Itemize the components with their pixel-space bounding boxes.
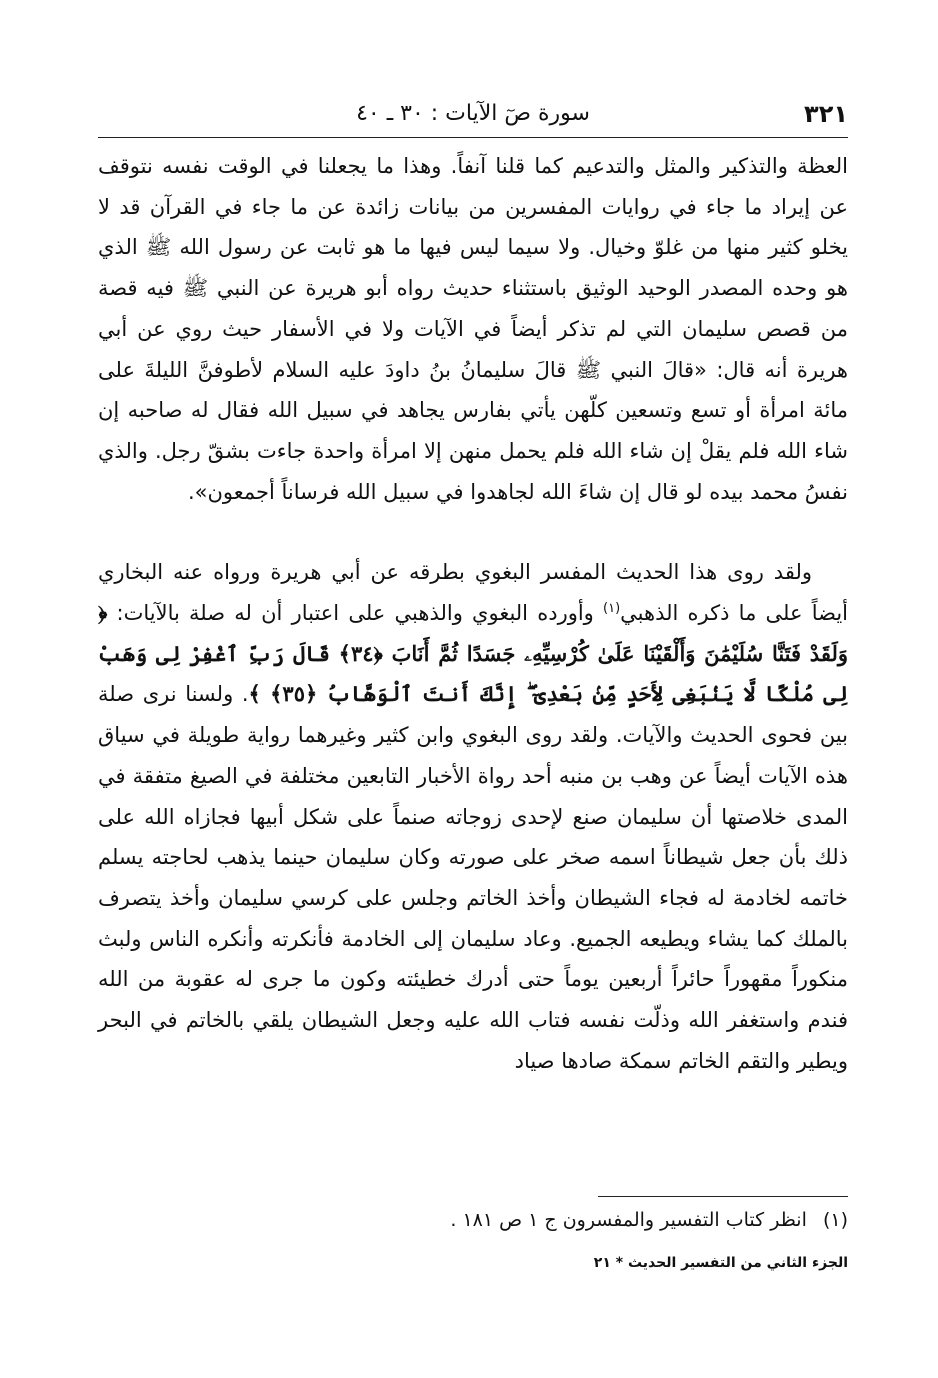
paragraph-2-text-c: . ولسنا نرى صلة بين فحوى الحديث والآيات. ولقد روى البغوي وابن كثير وغيرهما رواية طويلة في سياق هذه الآيات أيضاً عن وهب بن منبه أحد رواة الأخبار التابعين مختلفة في الصيغ متفقة في المدى خلاصتها أن سليمان صنع لإحدى زوجاته صنماً على شكل أبيها فجازاه الله على ذلك بأن جعل شيطاناً اسمه صخر على صورته وكان سليمان حينما يذهب لحاجته يسلم خاتمه لخادمة له فجاء الشيطان وأخذ الخاتم وجلس على كرسي سليمان وأخذ يتصرف بالملك كما يشاء ويطيعه الجميع. وعاد سليمان إلى الخادمة فأنكرته وأنكره الناس ولبث منكوراً مقهوراً حائراً أربعين يوماً حتى أدرك خطيئته وكون ما جرى له عقوبة من الله فندم واستغفر الله وذلّت نفسه فتاب الله عليه وجعل الشيطان يلقي بالخاتم في البحر ويطير والتقم الخاتم سمكة صادها صياد — [98, 682, 848, 1073]
paragraph-2-text-b: وأورده البغوي والذهبي على اعتبار أن له صلة بالآيات: — [107, 601, 604, 626]
footnote — [98, 1204, 848, 1236]
paragraph-2 — [98, 552, 848, 1081]
page-number: ٣٢١ — [804, 100, 848, 128]
footnote-text: انظر كتاب التفسير والمفسرون ج ١ ص ١٨١ . — [450, 1209, 807, 1231]
header-rule — [98, 137, 848, 138]
running-title: سورة صٓ الآيات : ٣٠ ـ ٤٠ — [356, 101, 590, 126]
running-head — [98, 94, 848, 134]
signature-line: الجزء الثاني من التفسير الحديث * ٢١ — [593, 1255, 848, 1271]
paragraph-2-text-a: ولقد روى هذا الحديث المفسر البغوي بطرقه عن أبي هريرة ورواه عنه البخاري أيضاً على ما ذكره الذهبي — [98, 560, 848, 626]
footnote-reference: (١) — [603, 601, 621, 617]
footnote-rule — [598, 1196, 848, 1197]
paragraph-1: العظة والتذكير والمثل والتدعيم كما قلنا آنفاً. وهذا ما يجعلنا في الوقت نفسه نتوقف عن إيراد ما جاء في روايات المفسرين من بيانات زائدة عن ما جاء في القرآن قد لا يخلو كثير منها من غلوّ وخيال. ولا سيما ليس فيها ما هو ثابت عن رسول الله ﷺ الذي هو وحده المصدر الوحيد الوثيق باستثناء حديث رواه أبو هريرة عن النبي ﷺ فيه قصة من قصص سليمان التي لم تذكر أيضاً في الآيات ولا في الأسفار حيث روي عن أبي هريرة أنه قال: «قالَ النبي ﷺ قالَ سليمانُ بنُ داودَ عليه السلام لأطوفنَّ الليلةَ على مائة امرأة أو تسع وتسعين كلّهن يأتي بفارس يجاهد في سبيل الله فقال له صاحبه إن شاء الله فلم يقلْ إن شاء الله فلم يحمل منهن إلا امرأة واحدة جاءت بشقّ رجل. والذي نفسُ محمد بيده لو قال إن شاءَ الله لجاهدوا في سبيل الله فرساناً أجمعون». — [98, 154, 848, 504]
body-text — [98, 146, 848, 1081]
footnote-marker: (١) — [822, 1209, 848, 1231]
quran-verse: ﴿ وَلَقَدْ فَتَنَّا سُلَيْمَٰنَ وَأَلْقَيْنَا عَلَىٰ كُرْسِيِّهِۦ جَسَدًا ثُمَّ أَنَابَ ﴿٣٤﴾ قَالَ رَبِّ ٱغْفِرْ لِى وَهَبْ لِى مُلْكًا لَّا يَنۢبَغِى لِأَحَدٍ مِّنۢ بَعْدِىٓ ۖ إِنَّكَ أَنتَ ٱلْوَهَّابُ ﴿٣٥﴾ ﴾ — [98, 600, 848, 707]
